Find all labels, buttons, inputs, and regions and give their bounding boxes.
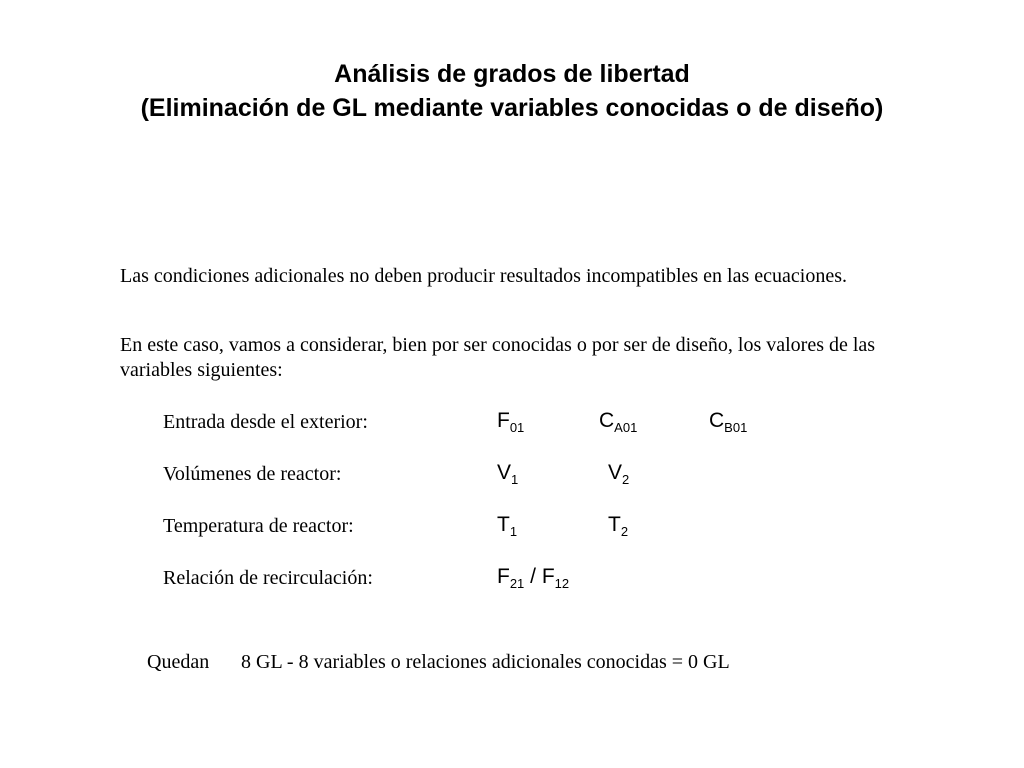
paragraph-conditions: Las condiciones adicionales no deben producir resultados incompatibles en las ecuaciones. (120, 265, 847, 287)
paragraph-variables-intro: En este caso, vamos a considerar, bien por ser conocidas o por ser de diseño, los valores de las variables siguientes: (120, 334, 876, 381)
variable-t2: $T_2$ (608, 513, 629, 539)
row-label: Relación de recirculación: (163, 567, 373, 589)
page-subtitle: (Eliminación de GL mediante variables conocidas o de diseño) (140, 94, 884, 122)
variable-recirculation-ratio: $F_{21} / F_{12}$ (497, 565, 570, 591)
row-label: Entrada desde el exterior: (163, 411, 368, 433)
variable-v1: $V_1$ (497, 461, 519, 487)
page-title: Análisis de grados de libertad (334, 60, 690, 88)
conclusion (147, 650, 730, 674)
row-label: Volúmenes de reactor: (163, 463, 342, 485)
variable-t1: $T_1$ (497, 513, 518, 539)
variable-f01: $F_{01}$ (497, 409, 525, 435)
variable-v2: $V_2$ (608, 461, 630, 487)
conclusion-text: 8 GL - 8 variables o relaciones adicionales conocidas = 0 GL (241, 651, 730, 673)
variable-ca01: $C_{A01}$ (599, 409, 638, 435)
conclusion-lead: Quedan (147, 651, 210, 673)
variable-cb01: $C_{B01}$ (709, 409, 748, 435)
row-label: Temperatura de reactor: (163, 515, 354, 537)
